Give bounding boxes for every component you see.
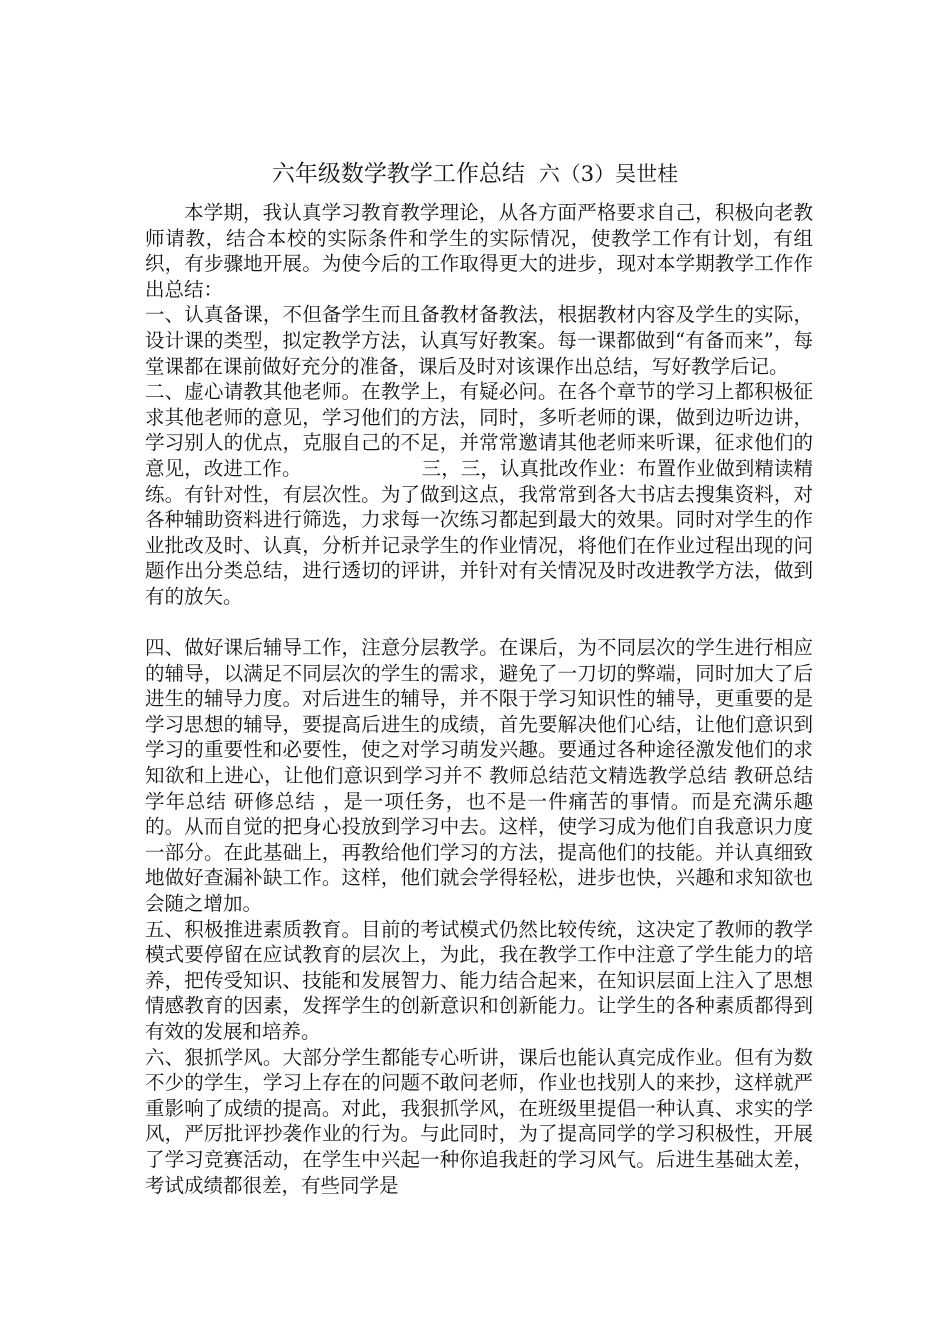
- section-4-paragraph: 四、做好课后辅导工作，注意分层教学。在课后，为不同层次的学生进行相应的辅导，以满足不同层次的学生的需求，避免了一刀切的弊端，同时加大了后进生的辅导力度。对后进生的辅导，并不限于学习知识性的辅导，更重要的是学习思想的辅导，要提高后进生的成绩，首先要解决他们心结，让他们意识到学习的重要性和必要性，使之对学习萌发兴趣。要通过各种途径激发他们的求知欲和上进心，让他们意识到学习并不 教师总结范文精选教学总结 教研总结 学年总结 研修总结 ，是一项任务，也不是一件痛苦的事情。而是充满乐趣的。从而自觉的把身心投放到学习中去。这样，使学习成为他们自我意识力度一部分。在此基础上，再教给他们学习的方法，提高他们的技能。并认真细致地做好查漏补缺工作。这样，他们就会学得轻松，进步也快，兴趣和求知欲也会随之增加。: [145, 636, 813, 916]
- section-2-3-paragraph: [145, 379, 813, 609]
- document-author: 六（3）吴世桂: [538, 162, 679, 186]
- paragraph-gap: [145, 610, 813, 636]
- intro-paragraph: 本学期，我认真学习教育教学理论，从各方面严格要求自己，积极向老教师请教，结合本校的实际条件和学生的实际情况，使教学工作有计划，有组织，有步骤地开展。为使今后的工作取得更大的进步，现对本学期教学工作作出总结：: [145, 201, 813, 301]
- section-5-paragraph: 五、积极推进素质教育。目前的考试模式仍然比较传统，这决定了教师的教学模式要停留在应试教育的层次上，为此，我在教学工作中注意了学生能力的培养，把传受知识、技能和发展智力、能力结合起来，在知识层面上注入了思想情感教育的因素，发挥学生的创新意识和创新能力。让学生的各种素质都得到有效的发展和培养。: [145, 917, 813, 1043]
- section-6-paragraph: 六、狠抓学风。大部分学生都能专心听讲，课后也能认真完成作业。但有为数不少的学生，学习上存在的问题不敢问老师，作业也找别人的来抄，这样就严重影响了成绩的提高。对此，我狠抓学风，在班级里提倡一种认真、求实的学风，严厉批评抄袭作业的行为。与此同时，为了提高同学的学习积极性，开展了学习竞赛活动，在学生中兴起一种你追我赶的学习风气。后进生基础太差，考试成绩都很差，有些同学是: [145, 1045, 813, 1197]
- section-1-paragraph: 一、认真备课，不但备学生而且备教材备教法，根据教材内容及学生的实际，设计课的类型，拟定教学方法，认真写好教案。每一课都做到“有备而来”，每堂课都在课前做好充分的准备，课后及时对该课作出总结，写好教学后记。: [145, 303, 813, 378]
- section-3-text: 三，三，认真批改作业：布置作业做到精读精练。有针对性，有层次性。为了做到这点，我常常到各大书店去搜集资料，对各种辅助资料进行筛选，力求每一次练习都起到最大的效果。同时对学生的作业批改及时、认真，分析并记录学生的作业情况，将他们在作业过程出现的问题作出分类总结，进行透切的评讲，并针对有关情况及时改进教学方法，做到有的放矢。: [145, 456, 813, 608]
- document-title: 六年级数学教学工作总结: [271, 161, 525, 187]
- document-body: [145, 200, 813, 1198]
- document-title-line: [145, 158, 805, 190]
- section-2-text: 二、虚心请教其他老师。在教学上，有疑必问。在各个章节的学习上都积极征求其他老师的意见，学习他们的方法，同时，多听老师的课，做到边听边讲，学习别人的优点，克服自己的不足，并常常邀请其他老师来听课，征求他们的意见，改进工作。: [145, 380, 813, 480]
